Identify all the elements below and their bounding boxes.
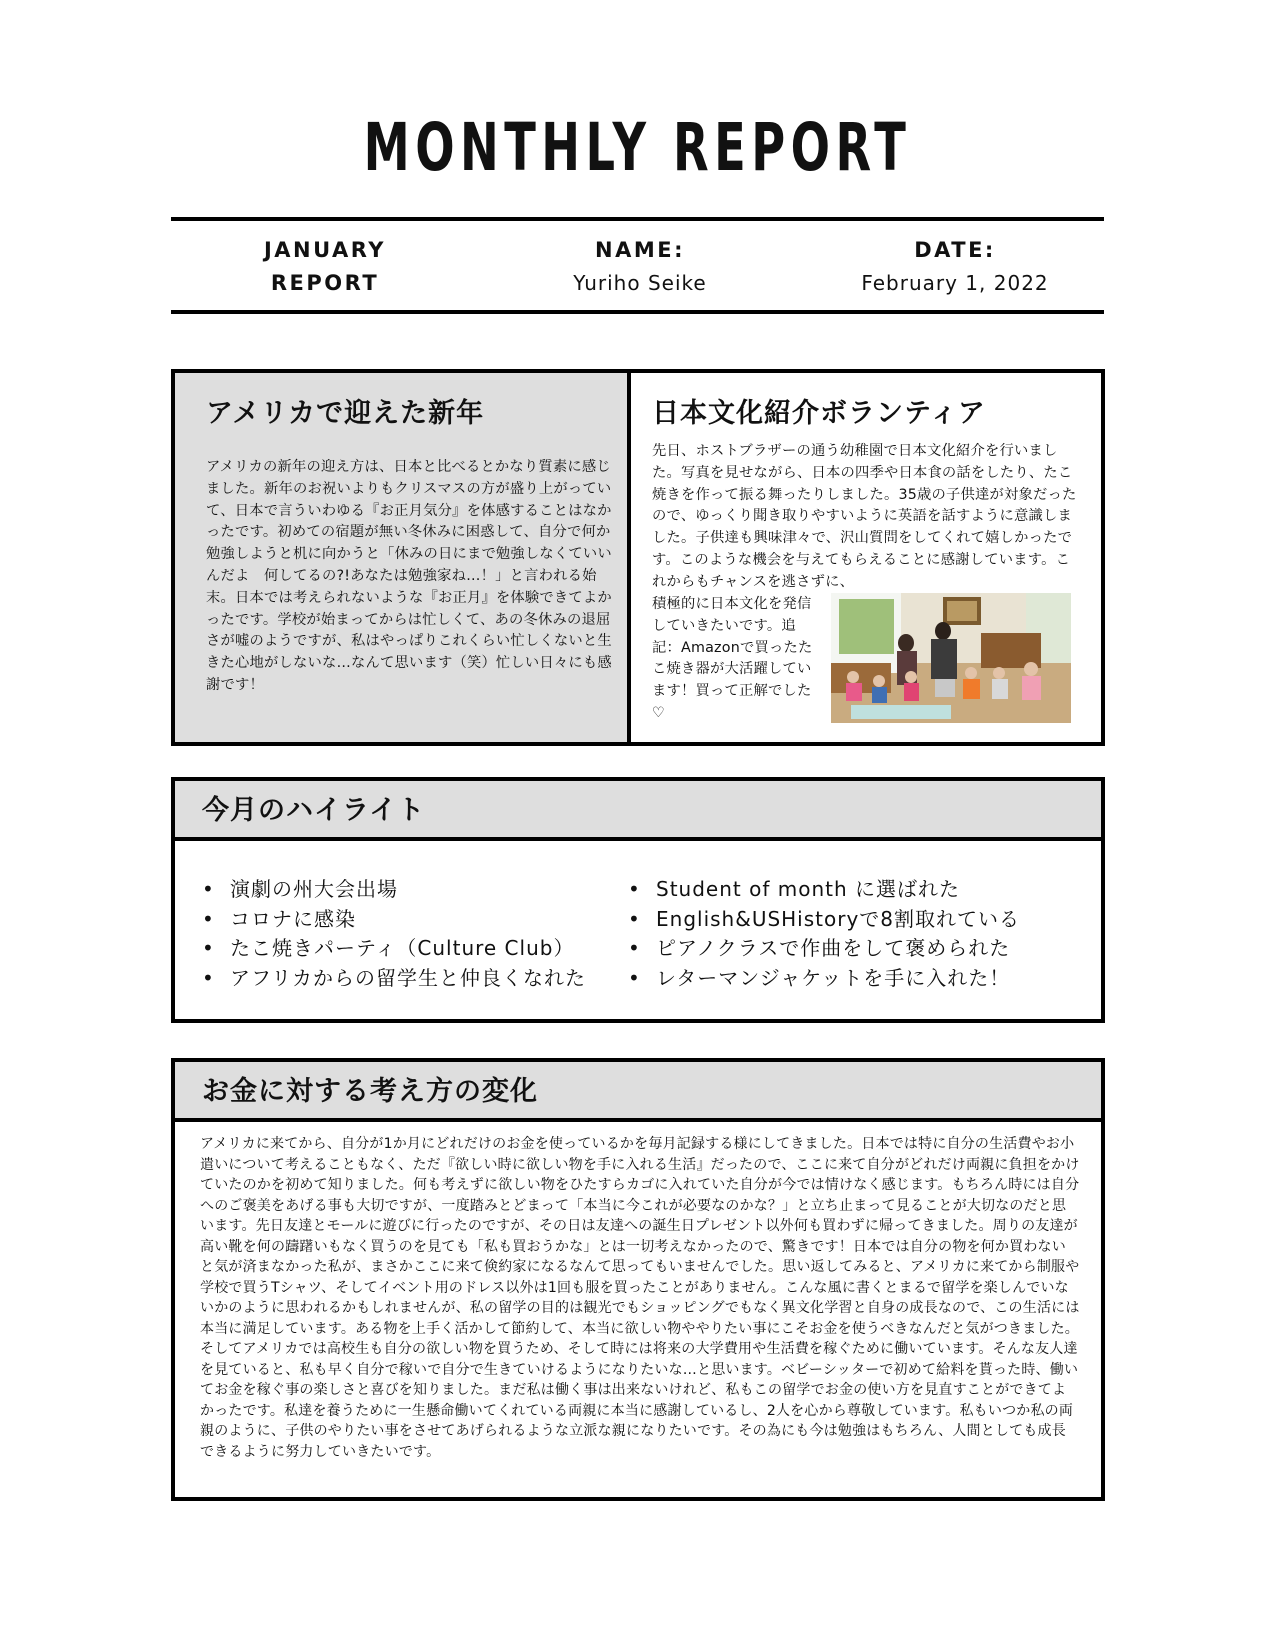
report-label: REPORT: [270, 271, 380, 295]
volunteer-body-side: 積極的に日本文化を発信していきたいです。追記：Amazonで買ったたこ焼き器が大活躍しています！買って正解でした♡: [652, 596, 813, 721]
header-top-rule: [171, 217, 1104, 221]
name-block: [520, 234, 760, 300]
highlights-box: [171, 777, 1105, 1023]
highlights-header: [175, 781, 1101, 841]
volunteer-heading: 日本文化紹介ボランティア: [652, 398, 986, 429]
date-label: DATE:: [914, 238, 996, 262]
header-bottom-rule: [171, 310, 1104, 314]
list-item: • たこ焼きパーティ（Culture Club）: [200, 934, 586, 964]
list-item: • ピアノクラスで作曲をして褒められた: [626, 934, 1020, 964]
new-year-body: アメリカの新年の迎え方は、日本と比べるとかなり質素に感じました。新年のお祝いよりもクリスマスの方が盛り上がっていて、日本で言ういわゆる『お正月気分』を体感することはなかったです。初めての宿題が無い冬休みに困惑して、自分で何か勉強しようと机に向かうと「休みの日にまで勉強しなくていいんだよ 何してるの?!あなたは勉強家ね…！」と言われる始末。日本では考えられないような『お正月』を体験できてよかったです。学校が始まってからは忙しくて、あの冬休みの退屈さが嘘のようですが、私はやっぱりこれくらい忙しくないと生きた心地がしないな…なんて思います（笑）忙しい日々にも感謝です！: [206, 459, 612, 693]
list-item: • Student of month に選ばれた: [626, 875, 1020, 905]
top-sections-box: [171, 369, 1105, 746]
money-heading: お金に対する考え方の変化: [202, 1076, 538, 1107]
new-year-section: [175, 373, 631, 742]
money-box: [171, 1058, 1105, 1501]
volunteer-body: 先日、ホストブラザーの通う幼稚園で日本文化紹介を行いました。写真を見せながら、日本の四季や日本食の話をしたり、たこ焼きを作って振る舞ったりしました。35歳の子供達が対象だったので、ゆっくり聞き取りやすいように英語を話すように意識しました。子供達も興味津々で、沢山質問をしてくれて嬉しかったです。このような機会を与えてもらえることに感謝しています。これからもチャンスを逃さずに、: [652, 443, 1077, 590]
kindergarten-photo-illustration: [831, 593, 1071, 723]
name-label: NAME:: [595, 238, 685, 262]
page-title: MONTHLY REPORT: [363, 109, 912, 186]
list-item: • 演劇の州大会出場: [200, 875, 586, 905]
volunteer-section: [631, 373, 1101, 742]
list-item: • English&USHistoryで8割取れている: [626, 905, 1020, 935]
list-item: • レターマンジャケットを手に入れた！: [626, 964, 1020, 994]
date-value: February 1, 2022: [861, 271, 1049, 295]
list-item: • アフリカからの留学生と仲良くなれた: [200, 964, 586, 994]
date-block: [820, 234, 1090, 300]
list-item: • コロナに感染: [200, 905, 586, 935]
name-value: Yuriho Seike: [573, 271, 707, 295]
highlights-heading: 今月のハイライト: [202, 795, 426, 826]
new-year-heading: アメリカで迎えた新年: [206, 398, 485, 429]
money-paragraph-2: そしてアメリカでは高校生も自分の欲しい物を買うため、そして時には将来の大学費用や生活費を稼ぐために働いています。そんな友人達を見ていると、私も早く自分で稼いで自分で生きていけるようになりたいな…と思います。ベビーシッターで初めて給料を貰った時、働いてお金を稼ぐ事の楽しさと喜びを知りました。まだ私は働く事は出来ないけれど、私もこの留学でお金の使い方を見直すことができてよかったです。私達を養うために一生懸命働いてくれている両親に本当に感謝しているし、2人を心から尊敬しています。私もいつか私の両親のように、子供のやりたい事をさせてあげられるような立派な親になりたいです。その為にも今は勉強はもちろん、人間としても成長できるように努力していきたいです。: [200, 1341, 1079, 1460]
report-month-label: JANUARY: [263, 238, 387, 262]
kindergarten-photo: [831, 593, 1071, 723]
money-paragraph-1: アメリカに来てから、自分が1か月にどれだけのお金を使っているかを毎月記録する様にしてきました。日本では特に自分の生活費やお小遣いについて考えることもなく、ただ『欲しい時に欲しい物を手に入れる生活』だったので、ここに来て自分がどれだけ両親に負担をかけていたのかを初めて知りました。何も考えずに欲しい物をひたすらカゴに入れていた自分が今では情けなく感じます。もちろん時には自分へのご褒美をあげる事も大切ですが、一度踏みとどまって「本当に今これが必要なのかな？」と立ち止まって見ることが大切なのだと思います。先日友達とモールに遊びに行ったのですが、その日は友達への誕生日プレゼント以外何も買わずに帰ってきました。周りの友達が高い靴を何の躊躇いもなく買うのを見ても「私も買おうかな」とは一切考えなかったので、驚きです！日本では自分の物を何か買わないと気が済まなかった私が、まさかここに来て倹約家になるなんて思ってもいませんでした。思い返してみると、アメリカに来てから制服や学校で買うTシャツ、そしてイベント用のドレス以外は1回も服を買ったことがありません。こんな風に書くとまるで留学を楽しんでいないかのように思われるかもしれませんが、私の留学の目的は観光でもショッピングでもなく異文化学習と自身の成長なので、この生活には本当に満足しています。ある物を上手く活かして節約して、本当に欲しい物ややりたい事にこそお金を使うべきなんだと気がつきました。: [200, 1136, 1080, 1337]
highlights-left-list: [200, 875, 586, 993]
report-period: [210, 234, 440, 300]
money-header: [175, 1062, 1101, 1122]
highlights-right-list: [626, 875, 1020, 993]
